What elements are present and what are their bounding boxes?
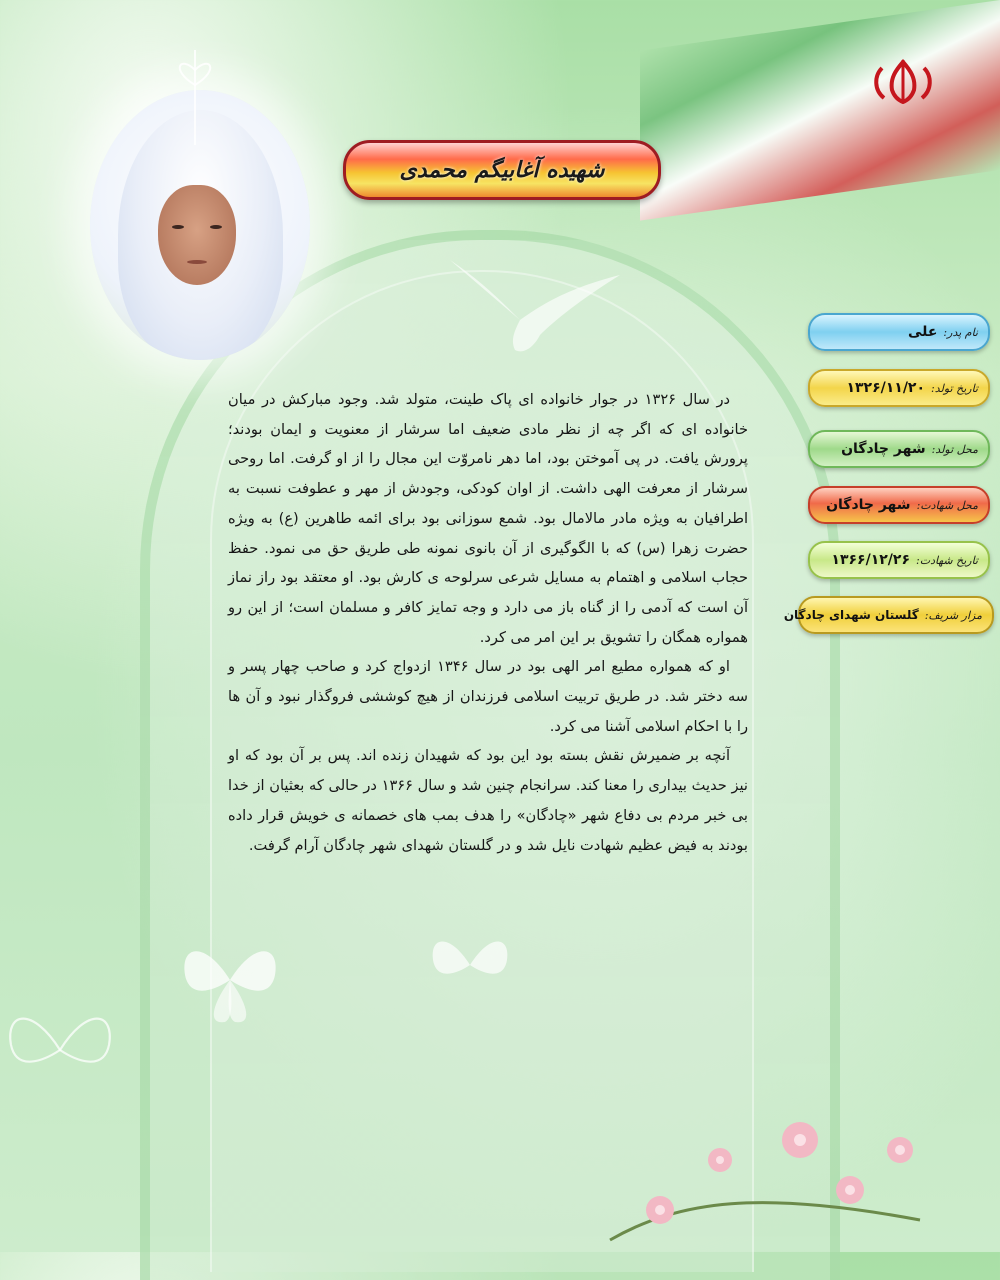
info-value: گلستان شهدای چادگان	[783, 608, 919, 622]
iran-emblem-icon	[868, 58, 938, 104]
info-label: محل تولد:	[931, 442, 978, 456]
info-value: ۱۳۲۶/۱۱/۲۰	[846, 380, 926, 396]
info-row-birth-place	[808, 430, 990, 468]
butterfly-icon	[425, 920, 515, 1010]
info-row-burial	[783, 596, 994, 634]
title-banner	[343, 140, 661, 200]
biography-paragraph: در سال ۱۳۲۶ در جوار خانواده ای پاک طینت، متولد شد. وجود مبارکش در میان خانواده ای که اگر چه از نظر مادی ضعیف اما سرشار از معنویت و ایمان بودند؛ پرورش یافت. در پی آموختن بود، اما دهر نامروّت این مجال را از او گرفت. اما روحی سرشار از معرفت الهی داشت. از اوان کودکی، وجودش از مهر و عطوفت نسبت به اطرافیان به ویژه مادر مالامال بود. شمع سوزانی بود برای ائمه طاهرین (ع) به ویژه حضرت زهرا (س) که با الگوگیری از آن بانوی نمونه طی طریق حق می نمود. حفظ حجاب اسلامی و اهتمام به مسایل شرعی سرلوحه ی کارش بود. او معتقد بود راز نماز آن است که آدمی را از گناه باز می دارد و وجه تمایز کافر و مسلمان است؛ از این رو همواره همگان را تشویق بر این امر می کرد.	[228, 391, 748, 646]
butterfly-icon	[0, 990, 120, 1110]
info-label: مزار شریف:	[924, 608, 982, 622]
info-row-birth-date	[808, 369, 990, 407]
flag-background	[640, 0, 1000, 221]
info-value: شهر چادگان	[841, 441, 926, 457]
info-label: محل شهادت:	[916, 498, 978, 512]
flower-icon	[150, 40, 240, 150]
info-row-martyrdom-date	[808, 541, 990, 579]
butterfly-icon	[175, 930, 285, 1030]
biography-paragraph: او که همواره مطیع امر الهی بود در سال ۱۳۴۶ ازدواج کرد و صاحب چهار پسر و سه دختر شد. در طریق تربیت اسلامی فرزندان از هیچ کوششی فروگذار نبود و آن ها را با احکام اسلامی آشنا می کرد.	[228, 658, 748, 735]
info-value: علی	[907, 324, 938, 340]
info-row-martyrdom-place	[808, 486, 990, 524]
info-row-father	[808, 313, 990, 351]
info-label: تاریخ تولد:	[931, 381, 978, 395]
info-label: تاریخ شهادت:	[916, 553, 978, 567]
info-value: شهر چادگان	[826, 497, 911, 513]
flower-icon	[600, 1080, 930, 1250]
page-title: شهیده آغابیگم محمدی	[399, 157, 605, 183]
dove-icon	[440, 250, 630, 360]
info-value: ۱۳۶۶/۱۲/۲۶	[831, 552, 911, 568]
biography-paragraph: آنچه بر ضمیرش نقش بسته بود این بود که شهیدان زنده اند. پس بر آن بود که او نیز حدیث بیداری را معنا کند. سرانجام چنین شد و سال ۱۳۶۶ در حالی که بعثیان از خدا بی خبر مردم بی دفاع شهر «چادگان» را هدف بمب های خصمانه ی خویش قرار داده بودند به فیض عظیم شهادت نایل شد و در گلستان شهدای شهر چادگان آرام گرفت.	[228, 747, 748, 854]
info-label: نام پدر:	[943, 325, 978, 339]
biography-text	[228, 385, 748, 860]
